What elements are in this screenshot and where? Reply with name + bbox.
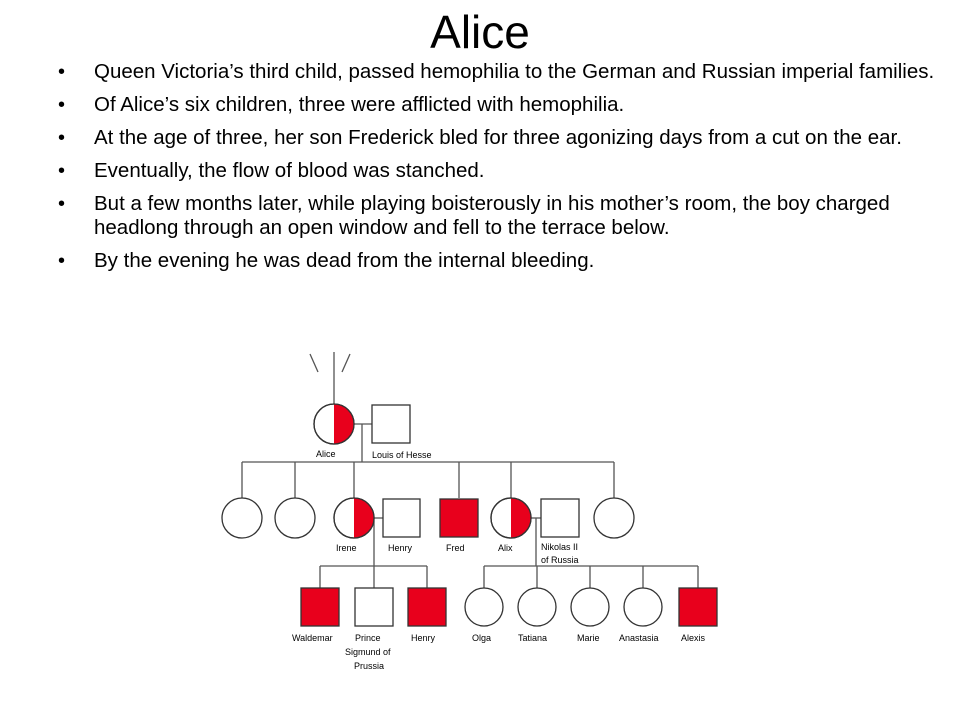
bullet-item [56,93,936,117]
person-label: Alice [316,449,336,459]
bullet-dot: • [58,127,66,149]
bullet-dot: • [58,61,66,83]
pedigree-olga [465,588,503,643]
person-label: Louis of Hesse [372,450,432,460]
male-symbol [301,588,339,626]
male-symbol [541,499,579,537]
person-label: Fred [446,543,465,553]
female-symbol [594,498,634,538]
male-symbol [383,499,420,537]
person-label: Olga [472,633,492,643]
person-label: of Russia [541,555,579,565]
bullet-text: Queen Victoria’s third child, passed hemophilia to the German and Russian imperial families. [94,60,935,83]
pedigree-sigmund [345,588,393,671]
person-label: Anastasia [619,633,659,643]
carrier-half-fill [354,498,374,538]
bullet-item [56,249,936,273]
bullet-text: Eventually, the flow of blood was stanched. [94,159,485,182]
person-label: Alexis [681,633,706,643]
carrier-half-fill [511,498,531,538]
ancestry-tick [342,354,350,372]
pedigree-alix [491,498,531,553]
bullet-text: At the age of three, her son Frederick bled for three agonizing days from a cut on the ear. [94,126,902,149]
bullet-item [56,192,936,240]
bullet-dot: • [58,160,66,182]
pedigree-nikolas [541,499,579,565]
person-label: Alix [498,543,513,553]
male-symbol [355,588,393,626]
person-label: Irene [336,543,357,553]
pedigree-fred [440,499,478,553]
pedigree-daughter-7 [594,498,634,538]
pedigree-irene [334,498,374,553]
person-label: Prince [355,633,381,643]
person-label: Prussia [354,661,385,671]
male-symbol [372,405,410,443]
pedigree-marie [571,588,609,643]
bullet-dot: • [58,94,66,116]
female-symbol [275,498,315,538]
pedigree-henry [408,588,446,643]
bullet-item [56,126,936,150]
slide-title: Alice [430,6,530,58]
pedigree-alexis [679,588,717,643]
pedigree-daughter-1 [222,498,262,538]
male-symbol [679,588,717,626]
pedigree-henry-spouse [383,499,420,553]
person-label: Henry [388,543,413,553]
pedigree-connectors [242,352,698,588]
female-symbol [465,588,503,626]
carrier-half-fill [334,404,354,444]
female-symbol [571,588,609,626]
bullet-item [56,159,936,183]
female-symbol [624,588,662,626]
bullet-dot: • [58,193,66,215]
female-symbol [222,498,262,538]
bullet-text: Of Alice’s six children, three were afflicted with hemophilia. [94,93,625,116]
pedigree-louis [372,405,432,460]
pedigree-alice [314,404,354,459]
bullet-list [56,60,936,343]
person-label: Tatiana [518,633,548,643]
male-symbol [408,588,446,626]
bullet-item [56,60,936,84]
person-label: Sigmund of [345,647,391,657]
person-label: Waldemar [292,633,333,643]
bullet-dot: • [58,250,66,272]
pedigree-anastasia [619,588,662,643]
ancestry-tick [310,354,318,372]
bullet-text: By the evening he was dead from the internal bleeding. [94,249,595,272]
pedigree-chart [0,340,960,720]
bullet-text: But a few months later, while playing boisterously in his mother’s room, the boy charged headlong through an open window and fell to the terrace below. [94,192,890,239]
female-symbol [518,588,556,626]
person-label: Henry [411,633,436,643]
person-label: Nikolas II [541,542,579,552]
male-symbol [440,499,478,537]
pedigree-daughter-2 [275,498,315,538]
person-label: Marie [577,633,600,643]
pedigree-tatiana [518,588,556,643]
pedigree-waldemar [292,588,339,643]
